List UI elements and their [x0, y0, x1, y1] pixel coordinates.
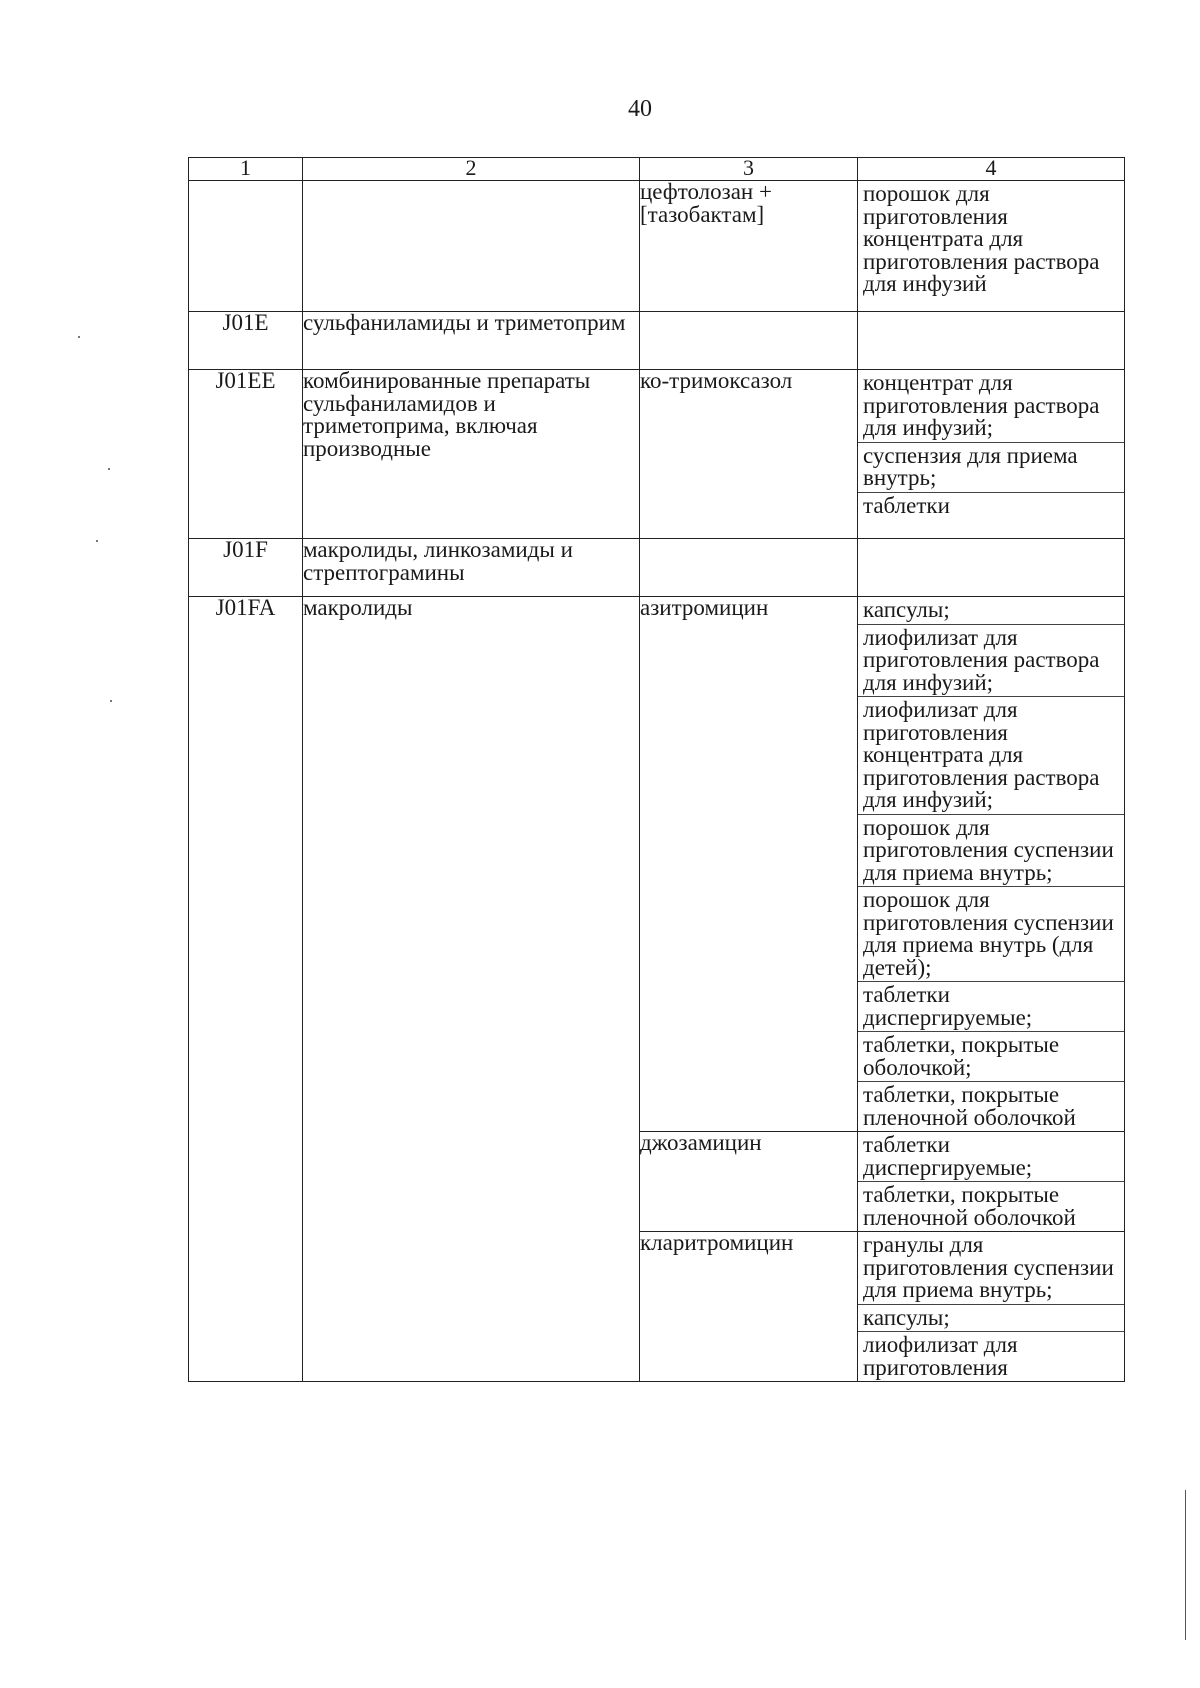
- dosage-form: таблетки, покрытые пленочной оболочкой: [858, 1081, 1124, 1131]
- dosage-forms-cell: [858, 181, 1125, 312]
- table-row: [189, 539, 1125, 597]
- dosage-form: таблетки: [858, 492, 1124, 520]
- scan-speck: [96, 540, 98, 542]
- group-name: [303, 181, 640, 312]
- group-name: сульфаниламиды и триметоприм: [303, 312, 640, 370]
- dosage-form: порошок для приготовления суспензии для приема внутрь;: [858, 814, 1124, 887]
- dosage-forms-cell: [858, 370, 1125, 539]
- atc-code: J01EE: [189, 370, 303, 539]
- drug-name: [640, 539, 858, 597]
- column-number-row: [189, 158, 1125, 181]
- column-number: 3: [640, 158, 858, 181]
- drug-name: азитромицин: [640, 597, 858, 1132]
- page-number: 40: [628, 96, 652, 122]
- column-number: 4: [858, 158, 1125, 181]
- drug-name: ко-тримоксазол: [640, 370, 858, 539]
- group-name: комбинированные препараты сульфаниламидов и триметоприма, включая производные: [303, 370, 640, 539]
- dosage-form: суспензия для приема внутрь;: [858, 442, 1124, 492]
- column-number: 2: [303, 158, 640, 181]
- drug-name: кларитромицин: [640, 1232, 858, 1382]
- atc-code: J01FA: [189, 597, 303, 1382]
- scan-speck: [78, 336, 80, 338]
- scan-speck: [108, 468, 110, 470]
- table-row: [189, 597, 1125, 1132]
- dosage-form: лиофилизат для приготовления: [858, 1331, 1124, 1381]
- table-row: [189, 370, 1125, 539]
- dosage-form: концентрат для приготовления раствора для инфузий;: [863, 370, 1100, 440]
- dosage-form: гранулы для приготовления суспензии для приема внутрь;: [863, 1232, 1114, 1302]
- dosage-forms-cell: [858, 597, 1125, 1132]
- drug-name: цефтолозан + [тазобактам]: [640, 181, 858, 312]
- group-name: макролиды, линкозамиды и стрептограмины: [303, 539, 640, 597]
- scan-edge-line: [1185, 1490, 1186, 1640]
- dosage-form: капсулы;: [863, 597, 950, 622]
- dosage-form: порошок для приготовления концентрата для приготовления раствора для инфузий: [863, 181, 1100, 296]
- drug-table: [188, 157, 1125, 1382]
- dosage-form: лиофилизат для приготовления концентрата для приготовления раствора для инфузий;: [858, 696, 1124, 814]
- column-number: 1: [189, 158, 303, 181]
- dosage-form: таблетки, покрытые пленочной оболочкой: [858, 1181, 1124, 1231]
- atc-code: [189, 181, 303, 312]
- atc-code: J01E: [189, 312, 303, 370]
- drug-name: джозамицин: [640, 1132, 858, 1232]
- dosage-form: таблетки, покрытые оболочкой;: [858, 1031, 1124, 1081]
- scan-speck: [110, 700, 112, 702]
- dosage-form: лиофилизат для приготовления раствора для инфузий;: [858, 624, 1124, 697]
- drug-name: [640, 312, 858, 370]
- dosage-forms-cell: [858, 539, 1125, 597]
- dosage-forms-cell: [858, 312, 1125, 370]
- group-name: макролиды: [303, 597, 640, 1382]
- dosage-form: капсулы;: [858, 1304, 1124, 1332]
- dosage-form: таблетки диспергируемые;: [863, 1132, 1033, 1180]
- dosage-form: таблетки диспергируемые;: [858, 981, 1124, 1031]
- dosage-forms-cell: [858, 1132, 1125, 1232]
- table-row: [189, 181, 1125, 312]
- dosage-form: порошок для приготовления суспензии для приема внутрь (для детей);: [858, 886, 1124, 981]
- atc-code: J01F: [189, 539, 303, 597]
- table-row: [189, 312, 1125, 370]
- dosage-forms-cell: [858, 1232, 1125, 1382]
